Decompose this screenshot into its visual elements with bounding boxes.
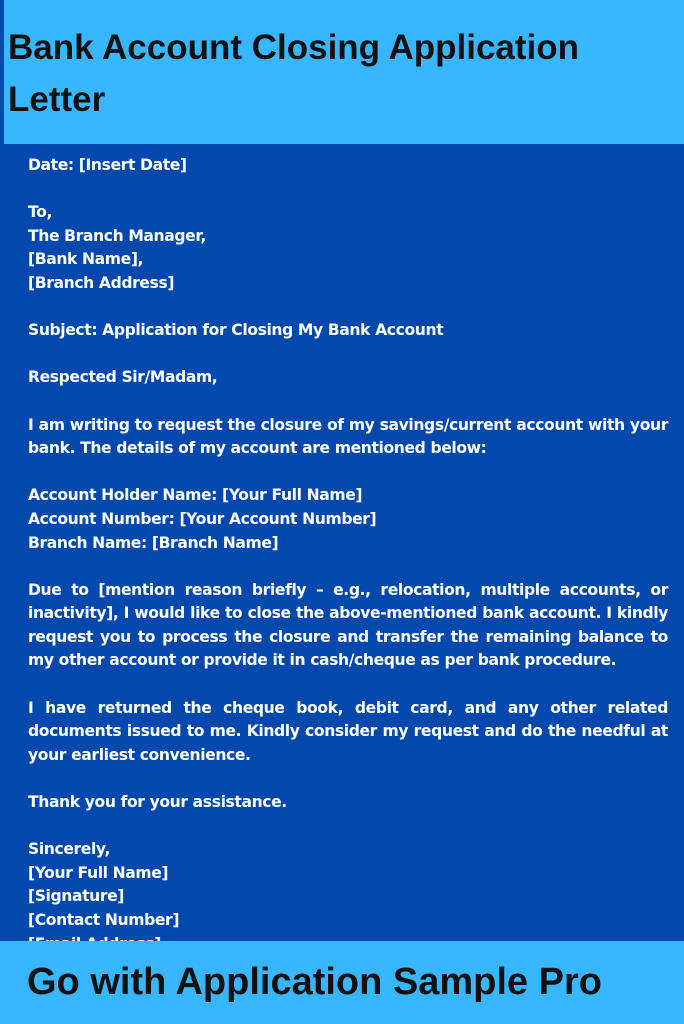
detail-line: Account Number: [Your Account Number] (28, 509, 377, 528)
signoff-block (28, 838, 668, 956)
reason-paragraph: Due to [mention reason briefly – e.g., relocation, multiple accounts, or inactivity], I would like to close the above-mentioned bank account. I kindly request you to process the closure and transfer the remaining balance to my other account or provide it in cash/cheque as per bank procedure. (28, 580, 668, 670)
signoff-line: [Signature] (28, 887, 125, 906)
account-details (28, 484, 668, 555)
page-title (8, 22, 684, 126)
title-line-2: Letter (8, 80, 106, 119)
returned-items-paragraph: I have returned the cheque book, debit card, and any other related documents issued to me. Kindly consider my request and do the needful at your earliest convenience. (28, 698, 668, 764)
recipient-line: [Bank Name], (28, 250, 144, 269)
signoff-line: Sincerely, (28, 840, 110, 859)
recipient-line: To, (28, 203, 53, 222)
footer-tagline: Go with Application Sample Pro (27, 961, 602, 1003)
letter-subject: Subject: Application for Closing My Bank Account (28, 321, 444, 340)
letter-date: Date: [Insert Date] (28, 156, 187, 174)
footer-banner (0, 941, 684, 1024)
detail-line: Branch Name: [Branch Name] (28, 533, 279, 552)
detail-line: Account Holder Name: [Your Full Name] (28, 486, 363, 505)
header-banner (0, 0, 684, 144)
letter-body (28, 154, 668, 956)
intro-paragraph: I am writing to request the closure of my savings/current account with your bank. The details of my account are mentioned below: (28, 415, 668, 458)
signoff-line: [Your Full Name] (28, 863, 169, 882)
recipient-block (28, 201, 668, 295)
recipient-line: [Branch Address] (28, 273, 175, 292)
letter-salutation: Respected Sir/Madam, (28, 368, 218, 387)
title-line-1: Bank Account Closing Application (8, 28, 580, 67)
thanks-line: Thank you for your assistance. (28, 793, 287, 812)
recipient-line: The Branch Manager, (28, 226, 206, 245)
signoff-line: [Contact Number] (28, 911, 180, 929)
